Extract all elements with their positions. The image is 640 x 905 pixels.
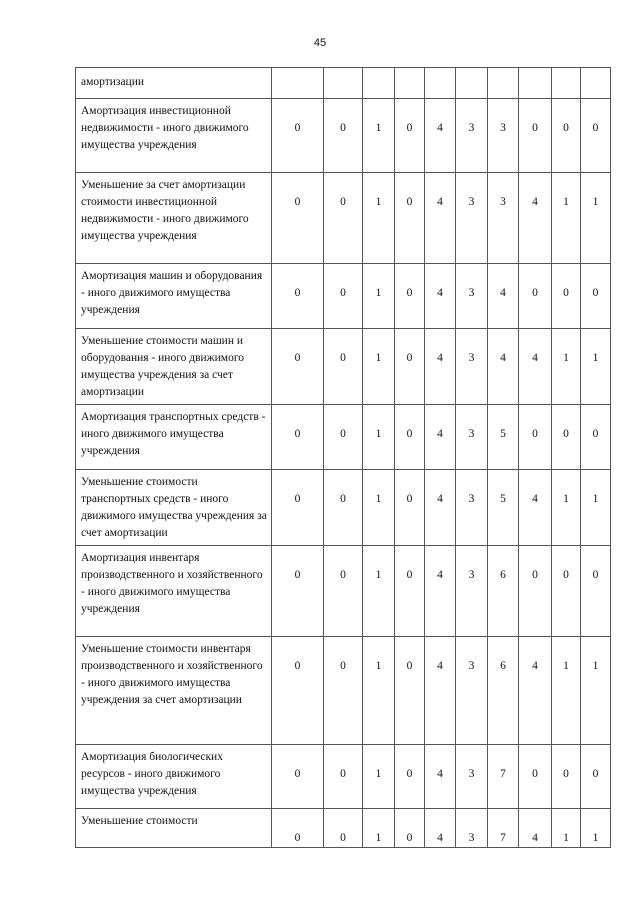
account-code-digit-cell	[363, 68, 395, 99]
account-code-digit-cell: 0	[272, 329, 324, 405]
account-code-digit-cell	[488, 68, 519, 99]
account-code-digit-cell: 0	[519, 405, 552, 470]
account-code-digit-cell: 0	[519, 546, 552, 637]
table-row	[76, 264, 611, 329]
account-code-digit-cell: 0	[324, 637, 363, 745]
account-code-digit-cell: 1	[363, 637, 395, 745]
table-row	[76, 173, 611, 264]
account-code-digit-cell: 0	[395, 745, 425, 809]
account-code-digit-cell: 3	[456, 637, 488, 745]
account-code-digit-cell: 1	[552, 470, 581, 546]
account-code-digit-cell	[324, 68, 363, 99]
account-code-digit-cell: 0	[324, 470, 363, 546]
account-code-digit-cell: 0	[324, 329, 363, 405]
account-code-digit-cell: 4	[488, 264, 519, 329]
account-code-digit-cell: 4	[425, 745, 456, 809]
account-code-digit-cell: 0	[272, 173, 324, 264]
table-row	[76, 405, 611, 470]
account-code-digit-cell: 0	[395, 329, 425, 405]
account-name-cell: Амортизация инвестиционной недвижимости - иного движимого имущества учреждения	[76, 99, 272, 173]
account-code-digit-cell: 1	[581, 173, 611, 264]
account-name-cell: амортизации	[76, 68, 272, 99]
account-code-digit-cell: 0	[581, 546, 611, 637]
account-code-digit-cell: 1	[552, 809, 581, 848]
account-name-cell: Уменьшение стоимости инвентаря производственного и хозяйственного - иного движимого имущества учреждения за счет амортизации	[76, 637, 272, 745]
table-row	[76, 99, 611, 173]
account-code-digit-cell: 0	[324, 173, 363, 264]
account-code-digit-cell: 3	[456, 470, 488, 546]
account-code-digit-cell: 0	[395, 264, 425, 329]
accounts-table	[75, 67, 611, 848]
account-code-digit-cell: 1	[552, 637, 581, 745]
account-code-digit-cell: 0	[395, 470, 425, 546]
account-code-digit-cell: 0	[519, 745, 552, 809]
account-code-digit-cell: 0	[324, 405, 363, 470]
account-code-digit-cell: 4	[488, 329, 519, 405]
account-code-digit-cell: 4	[425, 264, 456, 329]
account-code-digit-cell: 3	[456, 99, 488, 173]
account-code-digit-cell: 3	[488, 99, 519, 173]
account-code-digit-cell: 0	[552, 745, 581, 809]
account-code-digit-cell: 0	[552, 405, 581, 470]
account-code-digit-cell: 1	[363, 546, 395, 637]
account-code-digit-cell: 0	[581, 745, 611, 809]
account-code-digit-cell: 0	[324, 546, 363, 637]
account-code-digit-cell: 6	[488, 637, 519, 745]
account-code-digit-cell: 1	[363, 405, 395, 470]
account-code-digit-cell: 3	[456, 745, 488, 809]
account-code-digit-cell: 1	[363, 745, 395, 809]
account-code-digit-cell: 4	[425, 99, 456, 173]
account-code-digit-cell: 0	[272, 470, 324, 546]
account-code-digit-cell: 0	[272, 405, 324, 470]
account-code-digit-cell	[519, 68, 552, 99]
account-code-digit-cell	[456, 68, 488, 99]
account-code-digit-cell	[425, 68, 456, 99]
account-code-digit-cell: 0	[552, 99, 581, 173]
account-code-digit-cell: 1	[363, 264, 395, 329]
account-code-digit-cell: 0	[519, 99, 552, 173]
account-code-digit-cell: 3	[456, 546, 488, 637]
account-code-digit-cell: 0	[581, 99, 611, 173]
account-code-digit-cell: 4	[519, 470, 552, 546]
account-code-digit-cell: 1	[552, 173, 581, 264]
account-name-cell: Уменьшение стоимости машин и оборудования - иного движимого имущества учреждения за счет амортизации	[76, 329, 272, 405]
account-code-digit-cell: 4	[519, 329, 552, 405]
account-code-digit-cell: 0	[324, 264, 363, 329]
account-code-digit-cell: 4	[425, 405, 456, 470]
table-row	[76, 68, 611, 99]
account-code-digit-cell: 4	[425, 546, 456, 637]
account-code-digit-cell: 4	[519, 637, 552, 745]
account-code-digit-cell: 3	[488, 173, 519, 264]
account-code-digit-cell: 0	[581, 264, 611, 329]
account-code-digit-cell: 0	[324, 99, 363, 173]
account-code-digit-cell: 0	[272, 264, 324, 329]
account-code-digit-cell: 1	[363, 99, 395, 173]
account-code-digit-cell: 0	[272, 546, 324, 637]
account-code-digit-cell	[581, 68, 611, 99]
page-number: 45	[313, 37, 327, 49]
account-code-digit-cell: 4	[425, 809, 456, 848]
account-code-digit-cell: 3	[456, 173, 488, 264]
account-code-digit-cell: 0	[395, 405, 425, 470]
account-code-digit-cell: 4	[519, 173, 552, 264]
account-code-digit-cell: 3	[456, 809, 488, 848]
table-row	[76, 470, 611, 546]
account-code-digit-cell: 0	[272, 809, 324, 848]
account-code-digit-cell: 1	[363, 470, 395, 546]
account-code-digit-cell: 1	[363, 809, 395, 848]
account-code-digit-cell: 4	[425, 173, 456, 264]
account-code-digit-cell: 0	[272, 745, 324, 809]
account-code-digit-cell: 0	[272, 99, 324, 173]
account-code-digit-cell: 4	[425, 329, 456, 405]
account-code-digit-cell: 3	[456, 329, 488, 405]
account-code-digit-cell	[395, 68, 425, 99]
account-code-digit-cell: 0	[395, 637, 425, 745]
account-name-cell: Амортизация биологических ресурсов - иного движимого имущества учреждения	[76, 745, 272, 809]
account-name-cell: Уменьшение за счет амортизации стоимости инвестиционной недвижимости - иного движимого имущества учреждения	[76, 173, 272, 264]
account-code-digit-cell: 5	[488, 405, 519, 470]
account-code-digit-cell: 0	[395, 99, 425, 173]
account-name-cell: Амортизация машин и оборудования - иного движимого имущества учреждения	[76, 264, 272, 329]
account-code-digit-cell: 1	[363, 173, 395, 264]
account-code-digit-cell: 4	[425, 637, 456, 745]
account-code-digit-cell: 3	[456, 405, 488, 470]
table-row	[76, 809, 611, 848]
account-code-digit-cell: 1	[581, 470, 611, 546]
account-code-digit-cell: 0	[552, 264, 581, 329]
account-code-digit-cell	[552, 68, 581, 99]
account-code-digit-cell: 0	[395, 546, 425, 637]
account-code-digit-cell: 5	[488, 470, 519, 546]
account-code-digit-cell: 7	[488, 809, 519, 848]
account-code-digit-cell: 0	[395, 809, 425, 848]
account-code-digit-cell: 1	[363, 329, 395, 405]
table-row	[76, 745, 611, 809]
account-code-digit-cell: 4	[425, 470, 456, 546]
account-code-digit-cell	[272, 68, 324, 99]
account-code-digit-cell: 3	[456, 264, 488, 329]
account-name-cell: Амортизация транспортных средств - иного движимого имущества учреждения	[76, 405, 272, 470]
account-code-digit-cell: 0	[395, 173, 425, 264]
account-code-digit-cell: 1	[581, 329, 611, 405]
account-code-digit-cell: 0	[272, 637, 324, 745]
account-code-digit-cell: 0	[519, 264, 552, 329]
account-code-digit-cell: 4	[519, 809, 552, 848]
account-code-digit-cell: 0	[581, 405, 611, 470]
account-code-digit-cell: 6	[488, 546, 519, 637]
table-row	[76, 329, 611, 405]
account-code-digit-cell: 7	[488, 745, 519, 809]
table-row	[76, 637, 611, 745]
account-name-cell: Уменьшение стоимости	[76, 809, 272, 848]
account-code-digit-cell: 0	[552, 546, 581, 637]
table-row	[76, 546, 611, 637]
account-code-digit-cell: 1	[581, 809, 611, 848]
account-code-digit-cell: 0	[324, 745, 363, 809]
account-code-digit-cell: 1	[581, 637, 611, 745]
account-code-digit-cell: 1	[552, 329, 581, 405]
account-name-cell: Амортизация инвентаря производственного и хозяйственного - иного движимого имущества учреждения	[76, 546, 272, 637]
account-code-digit-cell: 0	[324, 809, 363, 848]
account-name-cell: Уменьшение стоимости транспортных средств - иного движимого имущества учреждения за счет амортизации	[76, 470, 272, 546]
